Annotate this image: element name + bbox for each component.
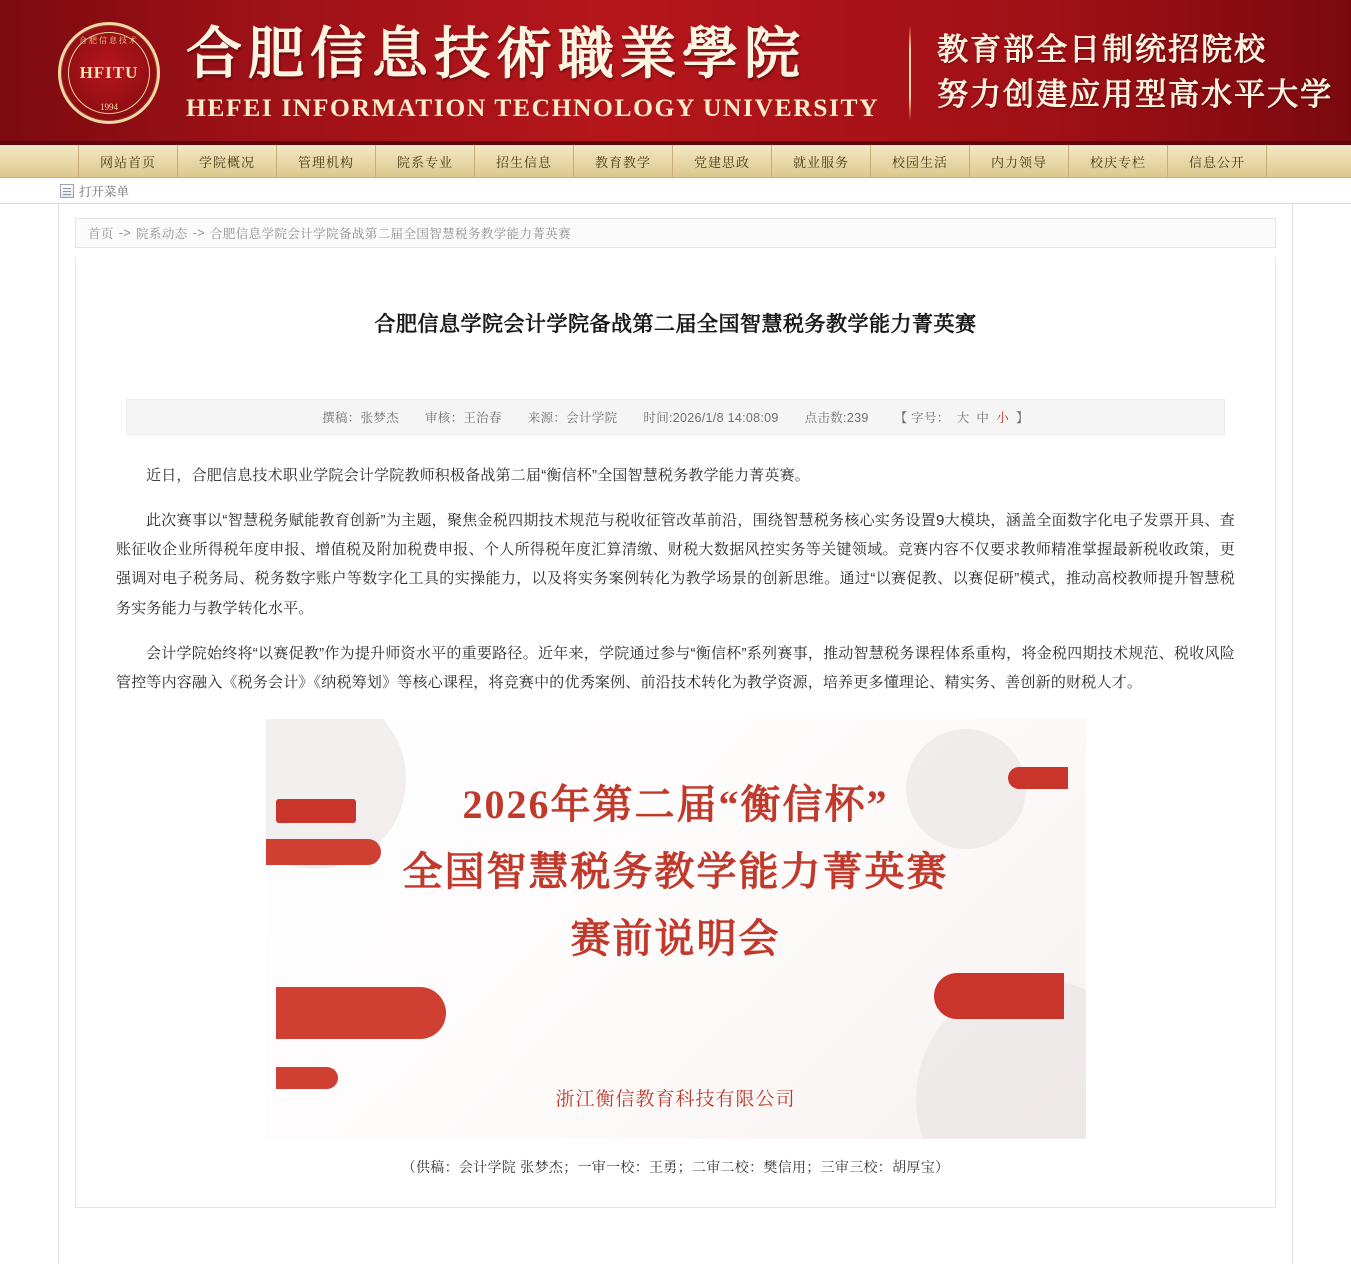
menu-icon — [60, 184, 74, 198]
poster-bar-4 — [276, 987, 446, 1039]
seal-top-text: 合肥信息技术 — [79, 35, 139, 45]
nav-item-education[interactable]: 教育教学 — [574, 145, 673, 177]
poster-footer-company: 浙江衡信教育科技有限公司 — [555, 1089, 796, 1111]
competition-poster-image — [266, 719, 1086, 1139]
article-paragraph-1: 近日，合肥信息技术职业学院会计学院教师积极备战第二届“衡信杯”全国智慧税务教学能力菁英赛。 — [146, 466, 810, 484]
font-size-medium-button[interactable]: 中 — [976, 410, 990, 425]
slogan-line-2: 努力创建应用型高水平大学 — [937, 76, 1334, 112]
nav-item-leadership[interactable]: 内力领导 — [970, 145, 1069, 177]
site-title-en: HEFEI INFORMATION TECHNOLOGY UNIVERSITY — [186, 92, 880, 122]
poster-line-3: 赛前说明会 — [570, 916, 781, 962]
article-container — [75, 257, 1276, 1208]
nav-item-admissions[interactable]: 招生信息 — [475, 145, 574, 177]
article-meta-bar — [126, 399, 1225, 435]
header-titles — [186, 22, 879, 122]
meta-views: 点击数:239 — [804, 410, 869, 425]
article-credit-line: （供稿：会计学院 张梦杰；一审一校：王勇；二审二校：樊信用；三审三校：胡厚宝） — [401, 1159, 950, 1176]
main-navigation[interactable] — [0, 145, 1351, 178]
article-title: 合肥信息学院会计学院备战第二届全国智慧税务教学能力菁英赛 — [374, 313, 977, 336]
breadcrumb-current: 合肥信息学院会计学院备战第二届全国智慧税务教学能力菁英赛 — [209, 227, 572, 241]
nav-item-overview[interactable]: 学院概况 — [178, 145, 277, 177]
meta-author: 撰稿：张梦杰 — [322, 410, 399, 425]
font-size-small-button[interactable]: 小 — [996, 410, 1010, 425]
meta-time: 时间:2026/1/8 14:08:09 — [643, 410, 779, 425]
nav-item-anniversary[interactable]: 校庆专栏 — [1069, 145, 1168, 177]
nav-item-disclosure[interactable]: 信息公开 — [1168, 145, 1267, 177]
header-slogan — [937, 28, 1333, 116]
poster-bar-5 — [934, 973, 1064, 1019]
nav-item-home[interactable]: 网站首页 — [78, 145, 178, 177]
site-title-cn: 合肥信息技術職業學院 — [186, 24, 806, 87]
nav-item-departments[interactable]: 管理机构 — [277, 145, 376, 177]
slogan-line-1: 教育部全日制统招院校 — [937, 32, 1268, 68]
breadcrumb-separator-1: -> — [118, 226, 132, 240]
font-size-suffix: 】 — [1016, 410, 1029, 425]
breadcrumb-home-link[interactable]: 首页 — [88, 227, 114, 241]
nav-item-employment[interactable]: 就业服务 — [772, 145, 871, 177]
font-size-prefix: 【 字号： — [894, 410, 950, 425]
breadcrumb — [75, 218, 1276, 248]
header-divider — [909, 25, 911, 121]
article-image-wrapper — [116, 719, 1235, 1139]
article-paragraph-2: 此次赛事以“智慧税务赋能教育创新”为主题，聚焦金税四期技术规范与税收征管改革前沿，围绕智慧税务核心实务设置9大模块，涵盖全面数字化电子发票开具、查账征收企业所得税年度申报、增值税及附加税费申报、个人所得税年度汇算清缴、财税大数据风控实务等关键领域。竞赛内容不仅要求教师精准掌握最新税收政策，更强调对电子税务局、税务数字账户等数字化工具的实操能力，以及将实务案例转化为教学场景的创新思维。通过“以赛促教、以赛促研”模式，推动高校教师提升智慧税务实务能力与教学转化水平。 — [116, 511, 1235, 617]
open-menu-button[interactable] — [60, 182, 129, 200]
meta-reviewer: 审核：王治春 — [424, 410, 502, 425]
seal-abbreviation: HFITU — [79, 62, 139, 82]
article-paragraph-3: 会计学院始终将“以赛促教”作为提升师资水平的重要路径。近年来，学院通过参与“衡信杯”系列赛事，推动智慧税务课程体系重构，将金税四期技术规范、税收风险管控等内容融入《税务会计》《纳税筹划》等核心课程，将竞赛中的优秀案例、前沿技术转化为教学资源，培养更多懂理论、精实务、善创新的财税人才。 — [116, 644, 1235, 691]
seal-year: 1994 — [100, 101, 118, 112]
nav-item-majors[interactable]: 院系专业 — [376, 145, 475, 177]
breadcrumb-separator-2: -> — [192, 226, 205, 240]
font-size-large-button[interactable]: 大 — [956, 410, 970, 425]
poster-text-block — [266, 719, 1086, 964]
site-header-banner — [0, 0, 1351, 145]
meta-source: 来源：会计学院 — [527, 410, 618, 425]
university-seal-logo — [58, 22, 160, 124]
nav-item-party-affairs[interactable]: 党建思政 — [673, 145, 772, 177]
article-body — [116, 461, 1235, 698]
content-frame — [58, 204, 1293, 1264]
poster-line-2: 全国智慧税务教学能力菁英赛 — [402, 849, 949, 895]
browser-toolbar-strip — [0, 178, 1351, 204]
nav-item-campus-life[interactable]: 校园生活 — [871, 145, 970, 177]
font-size-control[interactable] — [895, 408, 1029, 426]
breadcrumb-section-link[interactable]: 院系动态 — [136, 227, 188, 241]
open-menu-label: 打开菜单 — [79, 184, 130, 199]
poster-line-1: 2026年第二届“衡信杯” — [462, 782, 889, 828]
